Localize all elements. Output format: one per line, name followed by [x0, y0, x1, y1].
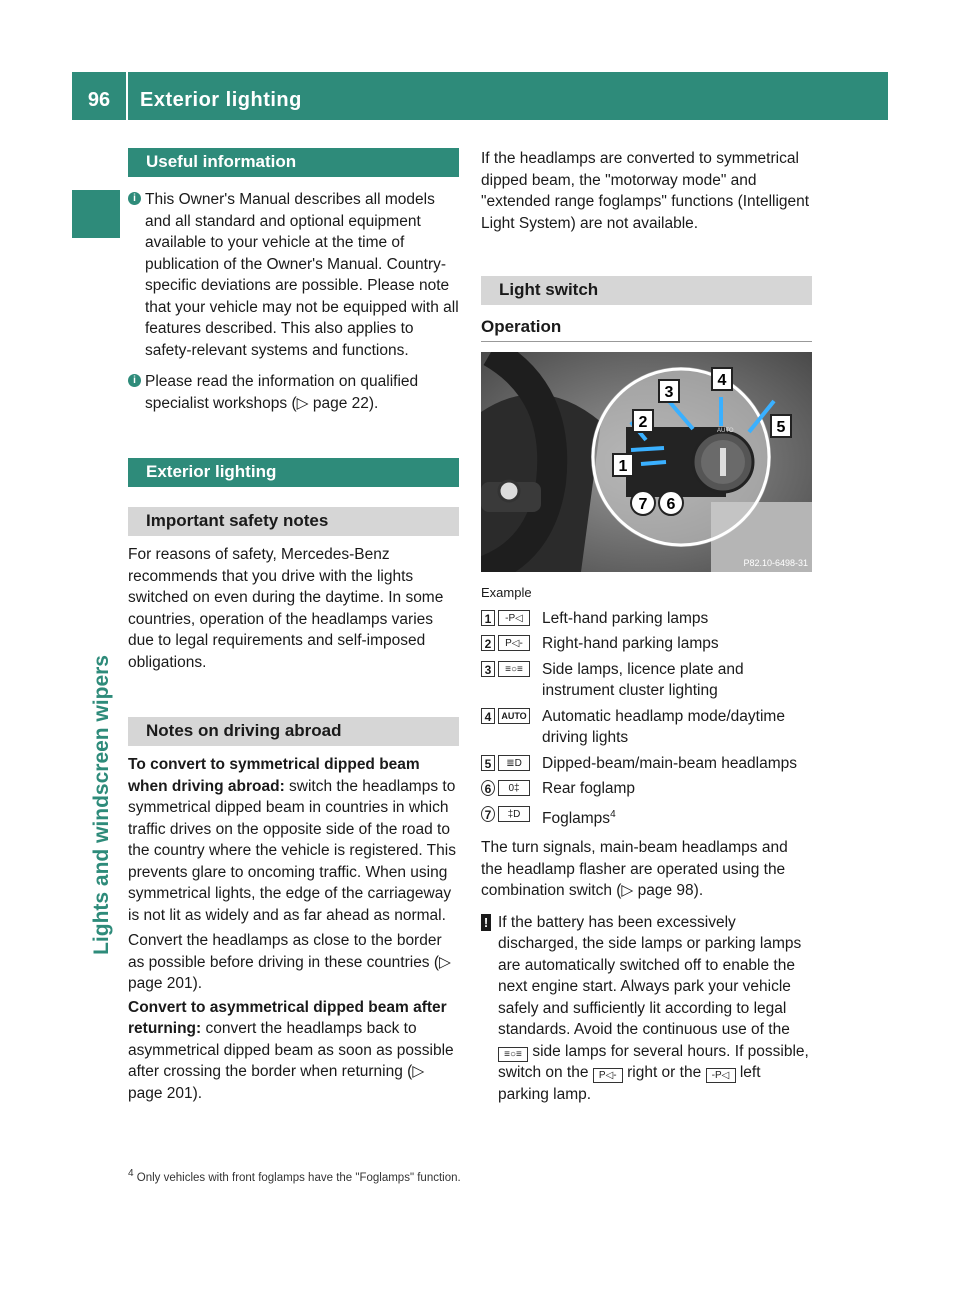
rear-foglamp-icon: 0‡ [498, 780, 530, 796]
section-safety-notes: Important safety notes [128, 507, 459, 536]
warning-note [481, 912, 812, 1106]
section-light-switch: Light switch [481, 276, 812, 305]
legend-number: 1 [481, 610, 495, 626]
callout-3: 3 [664, 384, 674, 401]
figure-code: P82.10-6498-31 [743, 558, 808, 568]
callout-4: 4 [717, 372, 727, 389]
header-divider [126, 72, 128, 120]
legend-number: 5 [481, 755, 495, 771]
example-label: Example [481, 585, 532, 600]
legend-item [481, 608, 812, 630]
foglamps-icon: ‡D [498, 806, 530, 822]
light-switch-figure [481, 352, 812, 572]
side-lamps-icon: ≡○≡ [498, 661, 530, 677]
legend-text: Side lamps, licence plate and instrument cluster lighting [542, 660, 744, 699]
page-title: Exterior lighting [140, 89, 302, 111]
legend-number: 7 [481, 806, 495, 822]
page-header [72, 72, 888, 120]
legend-item [481, 753, 812, 775]
legend-number: 3 [481, 661, 495, 677]
legend-item [481, 633, 812, 655]
auto-headlamp-icon: AUTO [498, 708, 530, 724]
parking-lamp-right-icon: P◁- [498, 635, 530, 651]
abroad-paragraph-3: Convert to asymmetrical dipped beam after returning: convert the headlamps back to asymmetrical dipped beam as soon as possible after crossing the border when returning (▷ page 201). [128, 998, 454, 1102]
left-column [128, 148, 459, 1104]
legend-text: Foglamps [542, 809, 611, 827]
side-tab-marker [72, 190, 120, 238]
footnote-ref: 4 [610, 808, 616, 820]
dipped-beam-icon: ≣D [498, 755, 530, 771]
callout-1: 1 [618, 458, 628, 475]
legend-item [481, 659, 812, 702]
callout-6: 6 [666, 496, 676, 513]
section-exterior-lighting: Exterior lighting [128, 458, 459, 487]
info-icon: i [128, 192, 141, 205]
abroad-paragraph-2: Convert the headlamps as close to the border as possible before driving in these countries (▷ page 201). [128, 932, 451, 992]
callout-5: 5 [776, 419, 786, 436]
legend-item [481, 706, 812, 749]
parking-lamp-right-icon: P◁- [593, 1068, 623, 1083]
legend-number: 6 [481, 780, 495, 796]
callout-7: 7 [638, 496, 648, 513]
footnote-number: 4 [128, 1168, 134, 1179]
legend-text: Automatic headlamp mode/daytime driving lights [542, 707, 785, 746]
right-column [481, 148, 812, 1105]
legend-number: 4 [481, 708, 495, 724]
legend-text: Rear foglamp [542, 780, 636, 797]
operation-heading: Operation [481, 317, 812, 342]
section-useful-info: Useful information [128, 148, 459, 177]
legend-text: Left-hand parking lamps [542, 609, 709, 627]
legend-item [481, 778, 812, 800]
parking-lamp-left-icon: -P◁ [706, 1068, 736, 1083]
legend-number: 2 [481, 635, 495, 651]
parking-lamp-left-icon: -P◁ [498, 610, 530, 626]
footnote [128, 1168, 828, 1184]
info-note-text: Please read the information on qualified specialist workshops (▷ page 22). [145, 373, 419, 412]
footnote-text: Only vehicles with front foglamps have the "Foglamps" function. [136, 1171, 461, 1184]
intro-text: If the headlamps are converted to symmetrical dipped beam, the "motorway mode" and "extended range foglamps" functions (Intelligent Light System) are not available. [481, 150, 810, 232]
turn-signal-text: The turn signals, main-beam headlamps and the headlamp flasher are operated using the combination switch (▷ page 98). [481, 839, 788, 900]
section-driving-abroad: Notes on driving abroad [128, 717, 459, 746]
warning-text: left parking lamp. [498, 1064, 761, 1103]
dial-auto-label: AUTO [717, 428, 734, 434]
warning-text: side lamps for several hours. If possible, switch on the [498, 1042, 809, 1082]
legend-text: Dipped-beam/main-beam headlamps [542, 754, 798, 772]
page-number: 96 [87, 89, 111, 111]
warning-text: If the battery has been excessively discharged, the side lamps or parking lamps are automatically switched off to enable the next engine start. Always park your vehicle safely and sufficiently lit according to legal standards. Avoid the continuous use of the [498, 913, 802, 1039]
safety-text: For reasons of safety, Mercedes-Benz recommends that you drive with the lights switched on even during the daytime. In some countries, operation of the headlamps varies due to legal requirements and self-imposed obligations. [128, 546, 444, 671]
info-note [128, 189, 459, 361]
abroad-paragraph-1: To convert to symmetrical dipped beam when driving abroad: switch the headlamps to symmetrical dipped beam in countries in which traffic drives on the opposite side of the road to the country where the vehicle is registered. This prevents glare to oncoming traffic. When using symmetrical lights, the edge of the carriageway is not lit as widely and as far ahead as normal. [128, 756, 456, 924]
warning-icon: ! [481, 914, 491, 931]
side-lamps-icon: ≡○≡ [498, 1047, 528, 1062]
side-tab-label: Lights and windscreen wipers [90, 655, 113, 955]
light-switch-illustration [481, 352, 812, 572]
warning-text: right or the [627, 1064, 702, 1082]
info-icon: i [128, 374, 141, 387]
info-note [128, 371, 459, 414]
info-note-text: This Owner's Manual describes all models and all standard and optional equipment available to your vehicle at the time of publication of the Owner's Manual. Country-specific deviations are possible. Please note that your vehicle may not be equipped with all features described. This also applies to safety-relevant systems and functions. [145, 191, 459, 359]
legend-text: Right-hand parking lamps [542, 635, 719, 652]
legend-item [481, 804, 812, 830]
callout-2: 2 [638, 414, 648, 431]
